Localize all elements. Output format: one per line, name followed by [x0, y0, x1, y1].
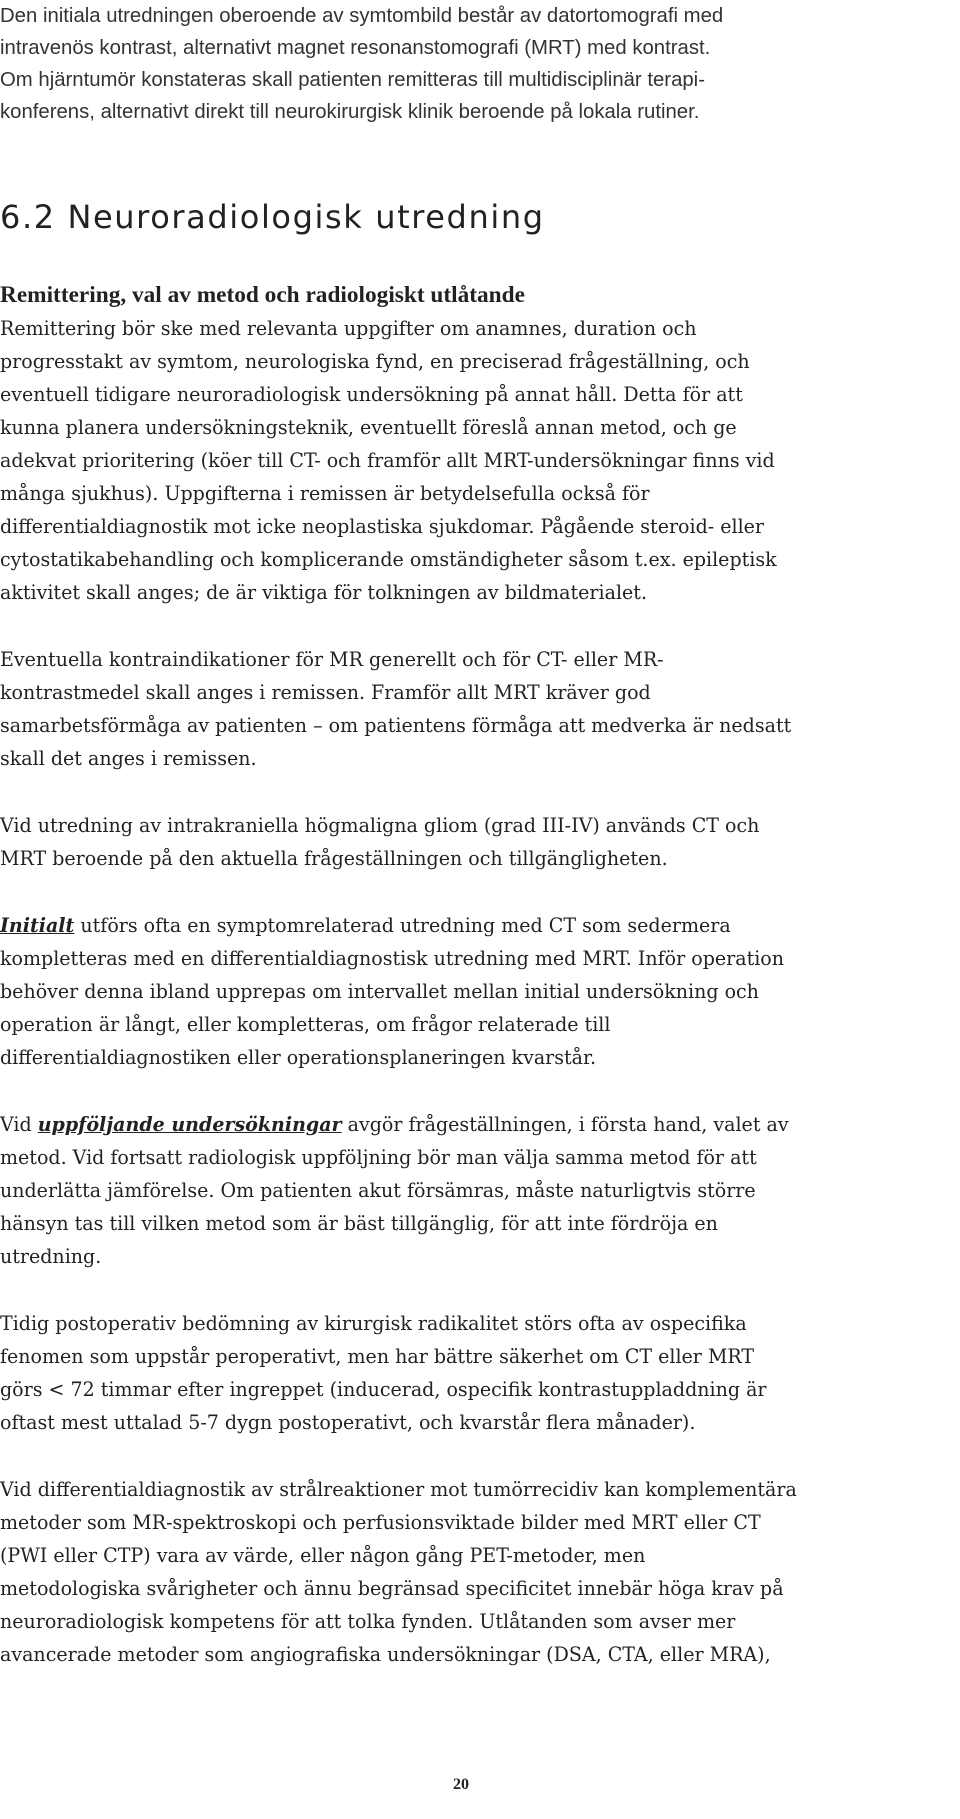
text-line: aktivitet skall anges; de är viktiga för tolkningen av bildmaterialet. [0, 581, 648, 604]
text-fragment: avgör frågeställningen, i första hand, valet av [341, 1113, 789, 1136]
text-line: kunna planera undersökningsteknik, eventuellt föreslå annan metod, och ge [0, 416, 737, 439]
intro-line: intravenös kontrast, alternativt magnet resonanstomografi (MRT) med kontrast. [0, 36, 711, 59]
paragraph-contraindications [0, 643, 958, 775]
intro-paragraph [0, 0, 958, 128]
text-line: hänsyn tas till vilken metod som är bäst tillgänglig, för att inte fördröja en [0, 1212, 718, 1235]
text-line: samarbetsförmåga av patienten – om patientens förmåga att medverka är nedsatt [0, 714, 792, 737]
emphasis-initialt: Initialt [0, 914, 75, 937]
text-line: differentialdiagnostik mot icke neoplastiska sjukdomar. Pågående steroid- eller [0, 515, 765, 538]
text-line: metodologiska svårigheter och ännu begränsad specificitet innebär höga krav på [0, 1577, 784, 1600]
text-line: kontrastmedel skall anges i remissen. Framför allt MRT kräver god [0, 681, 651, 704]
text-line [0, 909, 950, 942]
paragraph-initial [0, 909, 958, 1074]
text-line: oftast mest uttalad 5-7 dygn postoperativt, och kvarstår flera månader). [0, 1411, 696, 1434]
text-line: behöver denna ibland upprepas om intervallet mellan initial undersökning och [0, 980, 759, 1003]
text-line: underlätta jämförelse. Om patienten akut försämras, måste naturligtvis större [0, 1179, 756, 1202]
intro-line: Om hjärntumör konstateras skall patienten remitteras till multidisciplinär terapi- [0, 68, 705, 91]
page-number: 20 [453, 1776, 469, 1793]
intro-line: Den initiala utredningen oberoende av symtombild består av datortomografi med [0, 4, 724, 27]
paragraph-differential [0, 1473, 958, 1671]
emphasis-uppfoljande: uppföljande undersökningar [37, 1113, 342, 1136]
paragraph-postoperative [0, 1307, 958, 1439]
text-line: fenomen som uppstår peroperativt, men har bättre säkerhet om CT eller MRT [0, 1345, 755, 1368]
text-line: eventuell tidigare neuroradiologisk undersökning på annat håll. Detta för att [0, 383, 743, 406]
text-line: utredning. [0, 1245, 102, 1268]
paragraph-glioma [0, 809, 958, 875]
text-line: Vid utredning av intrakraniella högmaligna gliom (grad III-IV) används CT och [0, 814, 760, 837]
text-line: skall det anges i remissen. [0, 747, 257, 770]
paragraph-referral [0, 312, 958, 609]
section-heading: 6.2 Neuroradiologisk utredning [0, 198, 545, 236]
text-line: adekvat prioritering (köer till CT- och framför allt MRT-undersökningar finns vid [0, 449, 775, 472]
text-line: neuroradiologisk kompetens för att tolka fynden. Utlåtanden som avser mer [0, 1610, 736, 1633]
text-line [0, 1108, 950, 1141]
text-line: görs < 72 timmar efter ingreppet (inducerad, ospecifik kontrastuppladdning är [0, 1378, 767, 1401]
text-line: cytostatikabehandling och komplicerande omständigheter såsom t.ex. epileptisk [0, 548, 777, 571]
text-line: (PWI eller CTP) vara av värde, eller någon gång PET-metoder, men [0, 1544, 646, 1567]
text-fragment: Vid [0, 1113, 38, 1136]
text-line: metoder som MR-spektroskopi och perfusionsviktade bilder med MRT eller CT [0, 1511, 761, 1534]
text-line: operation är långt, eller kompletteras, om frågor relaterade till [0, 1013, 611, 1036]
text-line: många sjukhus). Uppgifterna i remissen är betydelsefulla också för [0, 482, 650, 505]
text-line: differentialdiagnostiken eller operationsplaneringen kvarstår. [0, 1046, 597, 1069]
text-line: Tidig postoperativ bedömning av kirurgisk radikalitet störs ofta av ospecifika [0, 1312, 747, 1335]
text-line: Eventuella kontraindikationer för MR generellt och för CT- eller MR- [0, 648, 664, 671]
text-line: metod. Vid fortsatt radiologisk uppföljning bör man välja samma metod för att [0, 1146, 757, 1169]
text-line: MRT beroende på den aktuella frågeställningen och tillgängligheten. [0, 847, 668, 870]
text-fragment: utförs ofta en symptomrelaterad utredning med CT som sedermera [74, 914, 731, 937]
text-line: avancerade metoder som angiografiska undersökningar (DSA, CTA, eller MRA), [0, 1643, 771, 1666]
text-line: Remittering bör ske med relevanta uppgifter om anamnes, duration och [0, 317, 697, 340]
text-line: progresstakt av symtom, neurologiska fynd, en preciserad frågeställning, och [0, 350, 750, 373]
section-body [0, 279, 958, 1705]
paragraph-followup [0, 1108, 958, 1273]
text-line: kompletteras med en differentialdiagnostisk utredning med MRT. Inför operation [0, 947, 785, 970]
subheading: Remittering, val av metod och radiologiskt utlåtande [0, 282, 525, 308]
text-line: Vid differentialdiagnostik av strålreaktioner mot tumörrecidiv kan komplementära [0, 1478, 797, 1501]
intro-line: konferens, alternativt direkt till neurokirurgisk klinik beroende på lokala rutiner. [0, 100, 700, 123]
